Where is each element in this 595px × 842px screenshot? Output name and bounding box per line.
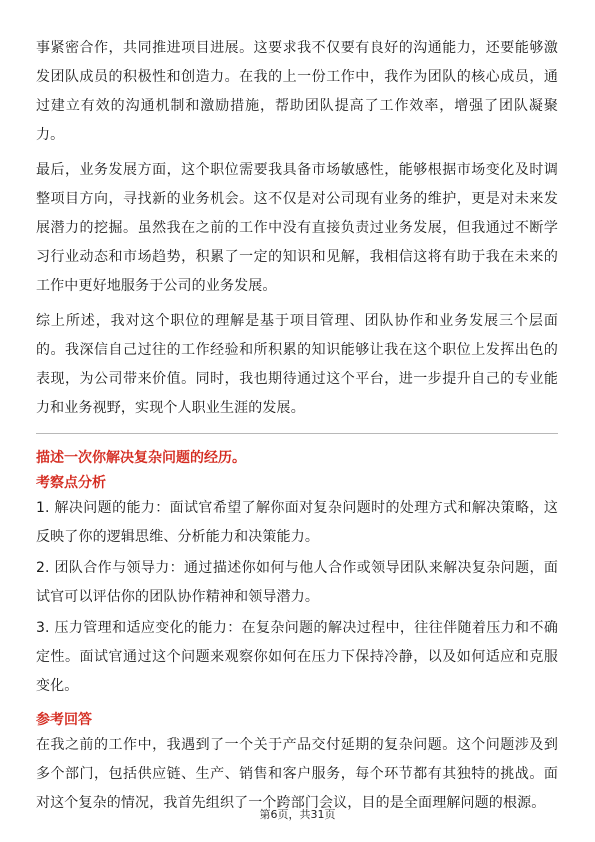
- body-paragraph-summary: 综上所述，我对这个职位的理解是基于项目管理、团队协作和业务发展三个层面的。我深信自己过往的工作经验和所积累的知识能够让我在这个职位上发挥出色的表现，为公司带来价值。同时，我也期待通过这个平台，进一步提升自己的专业能力和业务视野，实现个人职业生涯的发展。: [36, 313, 558, 416]
- section-divider: [36, 433, 558, 434]
- analysis-point-3: 3. 压力管理和适应变化的能力：在复杂问题的解决过程中，往往伴随着压力和不确定性。面试官通过这个问题来观察你如何在压力下保持冷静，以及如何适应和克服变化。: [36, 620, 558, 694]
- analysis-heading: 考察点分析: [36, 475, 106, 491]
- analysis-point-1: 1. 解决问题的能力：面试官希望了解你面对复杂问题时的处理方式和解决策略，这反映了你的逻辑思维、分析能力和决策能力。: [36, 500, 558, 545]
- body-paragraph-business: 最后，业务发展方面，这个职位需要我具备市场敏感性，能够根据市场变化及时调整项目方向，寻找新的业务机会。这不仅是对公司现有业务的维护，更是对未来发展潜力的挖掘。虽然我在之前的工作中没有直接负责过业务发展，但我通过不断学习行业动态和市场趋势，积累了一定的知识和见解，我相信这将有助于我在未来的工作中更好地服务于公司的业务发展。: [36, 162, 558, 294]
- answer-paragraph: 在我之前的工作中，我遇到了一个关于产品交付延期的复杂问题。这个问题涉及到多个部门，包括供应链、生产、销售和客户服务，每个环节都有其独特的挑战。面对这个复杂的情况，我首先组织了一个跨部门会议，目的是全面理解问题的根源。: [36, 737, 558, 811]
- analysis-point-2: 2. 团队合作与领导力：通过描述你如何与他人合作或领导团队来解决复杂问题，面试官可以评估你的团队协作精神和领导潜力。: [36, 560, 558, 605]
- answer-heading: 参考回答: [36, 712, 92, 728]
- page-content: [36, 34, 558, 820]
- question-title: 描述一次你解决复杂问题的经历。: [36, 450, 246, 466]
- body-paragraph-teamwork: 事紧密合作，共同推进项目进展。这要求我不仅要有良好的沟通能力，还要能够激发团队成员的积极性和创造力。在我的上一份工作中，我作为团队的核心成员，通过建立有效的沟通机制和激励措施，帮助团队提高了工作效率，增强了团队凝聚力。: [36, 40, 558, 143]
- page-number-footer: 第6页，共31页: [259, 808, 336, 821]
